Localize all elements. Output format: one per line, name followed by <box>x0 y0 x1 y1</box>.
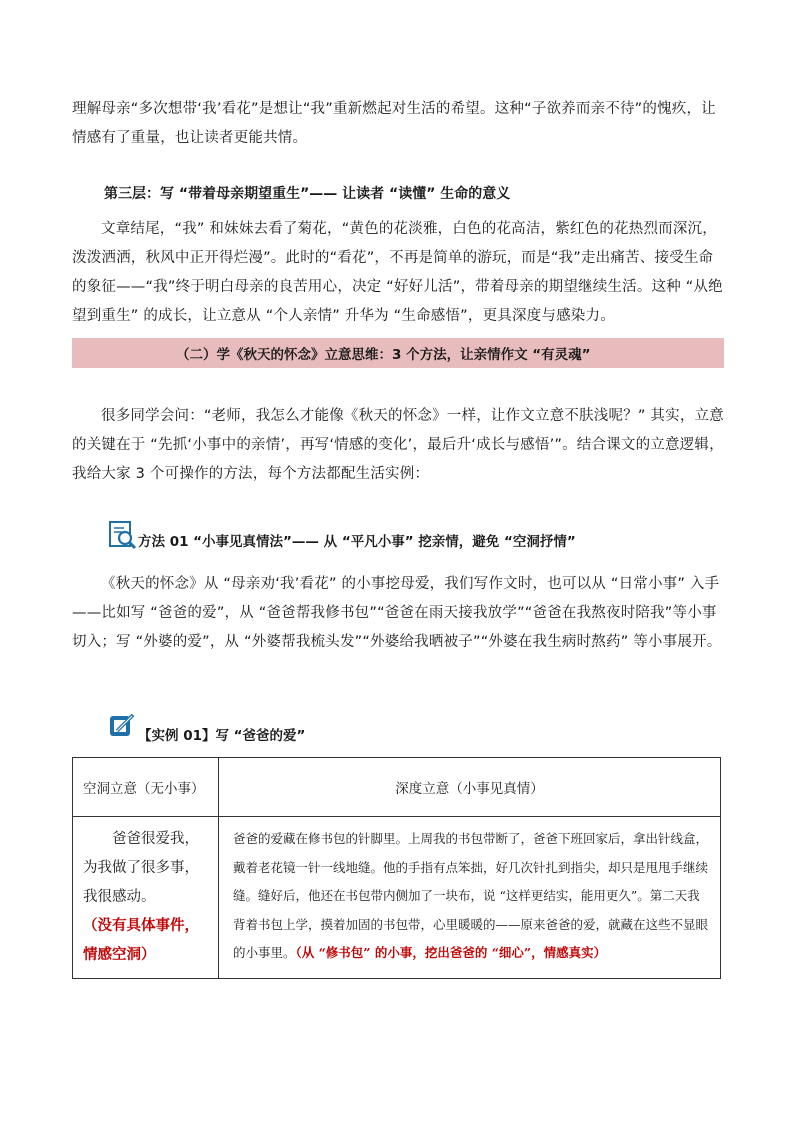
table-row <box>73 817 721 979</box>
table-header-deep: 深度立意（小事见真情） <box>219 758 721 817</box>
example-heading <box>108 712 508 742</box>
comparison-table <box>72 757 721 979</box>
table-header-shallow: 空洞立意（无小事） <box>73 758 219 817</box>
magnifier-document-icon <box>108 520 138 550</box>
section-band <box>72 338 724 368</box>
section-heading-layer-three: 第三层：写 “带着母亲期望重生”—— 让读者 “读懂” 生命的意义 <box>104 186 511 202</box>
section-band-title: （二）学《秋天的怀念》立意思维：3 个方法，让亲情作文 “有灵魂” <box>176 347 591 363</box>
deep-note: （从 “修书包” 的小事，挖出爸爸的 “细心”，情感真实） <box>295 945 607 960</box>
shallow-note: （没有具体事件，情感空洞） <box>83 917 199 963</box>
pen-edit-icon <box>108 712 136 740</box>
method-title: 方法 01 “小事见真情法”—— 从 “平凡小事” 挖亲情，避免 “空洞抒情” <box>138 534 576 550</box>
table-cell-shallow <box>73 817 219 979</box>
paragraph-ending-analysis: 文章结尾，“我” 和妹妹去看了菊花，“黄色的花淡雅，白色的花高洁，紫红色的花热烈而深沉，泼泼洒洒，秋风中正开得烂漫”。此时的“看花”，不再是简单的游玩，而是“我”走出痛苦、接受生命的象征——“我”终于明白母亲的良苦用心，决定 “好好儿活”，带着母亲的期望继续生活。这种 “从绝望到重生” 的成长，让立意从 “个人亲情” 升华为 “生命感悟”，更具深度与感染力。 <box>72 221 723 324</box>
paragraph-mother-flowers: 理解母亲“多次想带‘我’看花”是想让“我”重新燃起对生活的希望。这种“子欲养而亲不待”的愧疚，让情感有了重量，也让读者更能共情。 <box>72 101 716 146</box>
paragraph-method-explanation: 《秋天的怀念》从 “母亲劝‘我’看花” 的小事挖母爱，我们写作文时，也可以从 “日常小事” 入手——比如写 “爸爸的爱”，从 “爸爸帮我修书包”“爸爸在雨天接我放学”“爸爸在我熬夜时陪我”等小事切入；写 “外婆的爱”，从 “外婆帮我梳头发”“外婆给我晒被子”“外婆在我生病时熬药” 等小事展开。 <box>72 576 722 650</box>
method-heading <box>108 520 728 550</box>
paragraph-intro-methods: 很多同学会问：“老师，我怎么才能像《秋天的怀念》一样，让作文立意不肤浅呢？” 其实，立意的关键在于 “先抓‘小事中的亲情’，再写‘情感的变化’，最后升‘成长与感悟’”。结合课文的立意逻辑，我给大家 3 个可操作的方法，每个方法都配生活实例： <box>72 408 724 482</box>
example-title: 【实例 01】写 “爸爸的爱” <box>138 728 306 744</box>
table-cell-deep <box>219 817 721 979</box>
table-header-row <box>73 758 721 817</box>
shallow-text: 爸爸很爱我，为我做了很多事，我很感动。 <box>83 830 199 905</box>
deep-text: 爸爸的爱藏在修书包的针脚里。上周我的书包带断了，爸爸下班回家后，拿出针线盒，戴着老花镜一针一线地缝。他的手指有点笨拙，好几次针扎到指尖，却只是甩甩手继续缝。缝好后，他还在书包带内侧加了一块布，说 “这样更结实，能用更久”。第二天我背着书包上学，摸着加固的书包带，心里暖暖的——原来爸爸的爱，就藏在这些不显眼的小事里。 <box>233 831 709 960</box>
